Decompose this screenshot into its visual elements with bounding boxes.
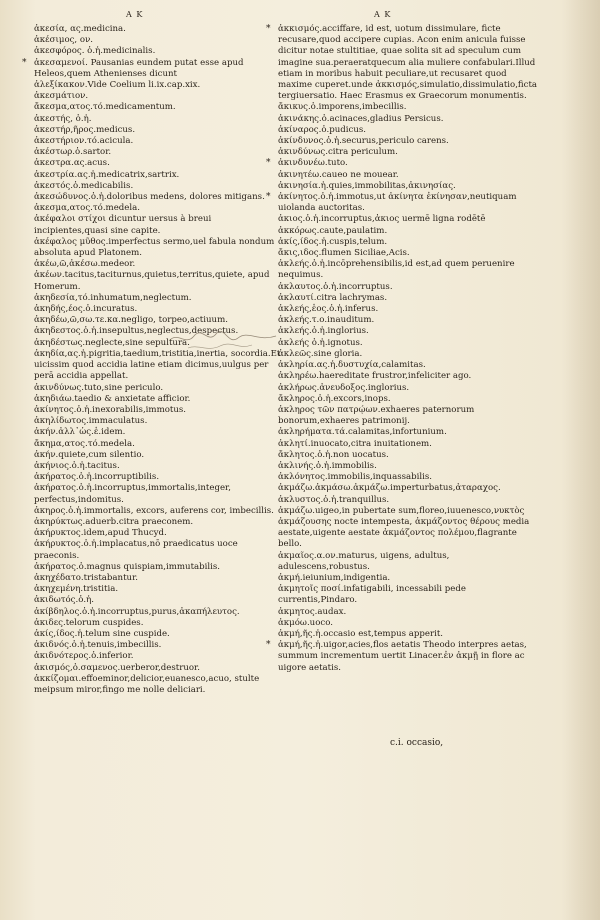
- dictionary-entry: [278, 472, 540, 483]
- entry-text: ἀκηχεμένη.tristitia.: [34, 584, 119, 595]
- dictionary-entry: [34, 293, 284, 304]
- dictionary-entry: [266, 192, 540, 214]
- entry-text: ἀκέων.tacitus,taciturnus,quietus,territus,quiete, apud Homerum.: [34, 270, 270, 292]
- entry-text: ἀκινάκης.ὁ.acinaces,gladius Persicus.: [278, 113, 444, 124]
- entry-text: ἀκεστήριον.τό.acicula.: [34, 136, 134, 147]
- entry-text: ἀκήρυκτος.idem,apud Thucyd.: [34, 528, 167, 539]
- entry-text: ἀκέστωρ.ὁ.sartor.: [34, 147, 112, 158]
- entry-text: ἀκλεής.ὁ.ἡ.inglorius.: [278, 326, 369, 337]
- dictionary-entry: [34, 114, 284, 125]
- dictionary-entry: [278, 427, 540, 438]
- entry-text: ἀκιδνός.ὁ.ἡ.tenuis,imbecillis.: [34, 640, 162, 651]
- entry-text: ἀκίναρος.ὁ.pudicus.: [278, 124, 367, 135]
- dictionary-entry: [34, 203, 284, 214]
- asterisk-marker: *: [266, 158, 271, 169]
- entry-text: ἄκλητος.ὁ.ἡ.non uocatus.: [278, 449, 389, 460]
- dictionary-entry: [34, 562, 284, 573]
- dictionary-entry: [34, 651, 284, 662]
- entry-text: ἀκινδυνέω.tuto.: [278, 158, 348, 169]
- dictionary-entry: [34, 237, 284, 259]
- asterisk-marker: *: [266, 640, 271, 651]
- dictionary-entry: [278, 315, 540, 326]
- entry-text: ἀκινητέω.caueo ne mouear.: [278, 169, 399, 180]
- entry-text: ἀκλαυτί.citra lachrymas.: [278, 292, 388, 303]
- entry-text: ἀκέφαλοι στίχοι dicuntur uersus à breui incipientes,quasi sine capite.: [34, 214, 212, 236]
- entry-text: ἀκηδεσία,τό.inhumatum,neglectum.: [34, 292, 192, 303]
- dictionary-entry: [278, 282, 540, 293]
- entry-text: ἀκμητοῖς ποσί.infatigabili, incessabili pede currentis,Pindaro.: [278, 584, 466, 606]
- entry-text: ἀκληρήματα.τά.calamitas,infortunium.: [278, 427, 447, 438]
- entry-text: ἀκίνητος.ὁ.ἡ.immotus,ut ἀκίνητα ἐκίνησαν,neutiquam uiolanda auctoritas.: [278, 192, 517, 214]
- entry-text: ἀκλήρως.ἀνευδοξος.inglorius.: [278, 382, 410, 393]
- entry-text: ἄκημα,ατος.τό.medela.: [34, 438, 135, 449]
- entry-text: ἀκηδία,ας.ἡ.pigritia,taedium,tristitia,inertia, socordia.Et uicissim quod accidia latine etiam dicimus,uulgus per perā accidia appellat.: [34, 348, 281, 382]
- entry-text: ἀκμή,ῆς.ἡ.uigor,acies,flos aetatis Theodo interpres aetas, summum incrementum uertit Linacer.ἐν ἀκμῇ in flore ac uigore aetatis.: [278, 640, 527, 673]
- catchword: c.i. occasio,: [390, 738, 444, 748]
- dictionary-entry: [278, 136, 540, 147]
- dictionary-entry: [278, 170, 540, 181]
- dictionary-entry: [34, 147, 284, 158]
- handwritten-annotation: [168, 326, 278, 356]
- dictionary-entry: [278, 349, 540, 360]
- dictionary-entry: [34, 383, 284, 394]
- dictionary-entry: [34, 427, 284, 438]
- entry-text: ἀκηδέστως.neglecte,sine sepultura.: [34, 337, 190, 348]
- entry-text: ἀκμόω.uoco.: [278, 617, 333, 628]
- entry-text: ἀκλόνητος.immobilis,inquassabilis.: [278, 472, 433, 483]
- entry-text: ἀκήρυκτος.ὁ.ἡ.implacatus,nō praedicatus uoce praeconis.: [34, 539, 238, 561]
- dictionary-entry: [278, 226, 540, 237]
- entry-text: ἀκήν.quiete,cum silentio.: [34, 449, 145, 460]
- dictionary-entry: [34, 461, 284, 472]
- dictionary-entry: [278, 495, 540, 506]
- entry-text: ἀκήρατος.ὁ.ἡ.incorruptus,immortalis,integer, perfectus,indomitus.: [34, 483, 231, 505]
- dictionary-entry: [34, 91, 284, 102]
- dictionary-entry: [266, 158, 540, 169]
- entry-text: ἀκηλίδωτος.immaculatus.: [34, 416, 148, 427]
- entry-text: ἀκμάζω.ἀκμάσω.ἀκμάζω.imperturbatus,ἀταραχος.: [278, 483, 501, 494]
- entry-text: ἀκηδής,έος.ὁ.incuratus.: [34, 304, 138, 315]
- entry-text: ἀκμή.ieiunium,indigentia.: [278, 572, 391, 583]
- dictionary-entry: [278, 304, 540, 315]
- entry-text: ἀκμαῖος.α.ον.maturus, uigens, adultus, adulescens,robustus.: [278, 550, 450, 572]
- left-column: [22, 24, 284, 696]
- entry-text: ἀκίς,ίδος.ἡ.cuspis,telum.: [278, 236, 388, 247]
- dictionary-entry: [278, 618, 540, 629]
- dictionary-entry: [22, 57, 284, 80]
- dictionary-entry: [278, 450, 540, 461]
- entry-text: ἀκληρία.ας.ἡ.δυστυχία,calamitas.: [278, 360, 426, 371]
- entry-text: ἀκεστήρ,ῆρος.medicus.: [34, 124, 136, 135]
- dictionary-entry: [34, 450, 284, 461]
- dictionary-entry: [278, 584, 540, 606]
- entry-text: ἄκις,ιδος.flumen Siciliae,Acis.: [278, 248, 410, 259]
- dictionary-entry: [278, 551, 540, 573]
- entry-text: ἀκινδύνως.citra periculum.: [278, 147, 398, 158]
- entry-text: ἀκισμός,ὁ.σαμενος.uerberor,destruor.: [34, 662, 200, 673]
- dictionary-entry: [34, 259, 284, 270]
- entry-text: ἀκηρος.ὁ.ἡ.immortalis, excors, auferens cor, imbecillis.: [34, 505, 274, 516]
- entry-text: ἀκεσμα,ατος.τό.medela.: [34, 203, 140, 214]
- entry-text: ἀκηδέω,ῶ,σω.τε.κα.negligo, torpeo,actiuum.: [34, 315, 228, 326]
- right-column: [266, 24, 540, 674]
- dictionary-entry: [34, 394, 284, 405]
- dictionary-entry: [34, 618, 284, 629]
- entry-text: ἀκέφαλος μῦθος.imperfectus sermo,uel fabula nondum absoluta apud Platonem.: [34, 236, 275, 259]
- dictionary-entry: [34, 483, 284, 505]
- dictionary-entry: [34, 158, 284, 169]
- entry-text: ἀκεσαμενοί. Pausanias eundem putat esse apud Heleos,quem Athenienses dicunt: [34, 57, 244, 79]
- entry-text: ἀκίνδυνος.ὁ.ἡ.securus,periculo carens.: [278, 136, 449, 147]
- entry-text: ἄκεσμα,ατος.τό.medicamentum.: [34, 102, 176, 113]
- entry-text: ἀκκίζομαι.effoeminor,delicior,euanesco,acuo, stulte meipsum miror,fingo me nolle deliciari.: [34, 673, 260, 695]
- entry-text: ἀκηρύκτως.aduerb.citra praeconem.: [34, 516, 194, 527]
- running-head-left: A K: [126, 10, 144, 19]
- dictionary-entry: [278, 607, 540, 618]
- asterisk-marker: *: [266, 24, 271, 34]
- entry-text: ἀλεξίκακον.Vide Coelium li.ix.cap.xix.: [34, 80, 201, 91]
- dictionary-entry: [278, 629, 540, 640]
- entry-text: ἀκεστρα.ας.acus.: [34, 158, 110, 169]
- dictionary-entry: [278, 383, 540, 394]
- dictionary-entry: [34, 539, 284, 561]
- entry-text: ἀκιδνότερος.ὁ.inferior.: [34, 651, 134, 662]
- entry-text: ἀκιδωτός.ὁ.ἡ.: [34, 595, 94, 606]
- dictionary-entry: [278, 394, 540, 405]
- entry-text: ἀκλυστος.ὁ.ἡ.tranquillus.: [278, 494, 390, 505]
- dictionary-entry: [34, 304, 284, 315]
- dictionary-entry: [34, 584, 284, 595]
- dictionary-entry: [34, 663, 284, 674]
- entry-text: ἀκλητί.inuocato,citra inuitationem.: [278, 438, 432, 449]
- entry-text: ἀκήρατος.ὁ.magnus quispiam,immutabilis.: [34, 561, 221, 572]
- dictionary-entry: [34, 607, 284, 618]
- dictionary-entry: [34, 181, 284, 192]
- dictionary-entry: [34, 214, 284, 236]
- page-edge-shadow: [560, 0, 600, 920]
- entry-text: ἀκλινής.ὁ.ἡ.immobilis.: [278, 460, 377, 471]
- dictionary-entry: [278, 248, 540, 259]
- dictionary-entry: [278, 237, 540, 248]
- entry-text: ἀκεστής, ὁ.ἡ.: [34, 113, 92, 124]
- dictionary-entry: [34, 674, 284, 696]
- dictionary-entry: [34, 125, 284, 136]
- running-head: [0, 10, 600, 24]
- dictionary-entry: [34, 629, 284, 640]
- entry-text: ἀκεστός.ὁ.medicabilis.: [34, 180, 134, 191]
- entry-text: ἀκέσιμος, ον.: [34, 35, 94, 46]
- dictionary-entry: [278, 483, 540, 494]
- entry-text: ἀκιος.ὁ.ἡ.incorruptus,ἀκιος uermē ligna rodētē: [278, 214, 486, 225]
- dictionary-entry: [278, 147, 540, 158]
- entry-text: ἀκηχέδατο.tristabantur.: [34, 572, 138, 583]
- dictionary-entry: [34, 46, 284, 57]
- entry-text: ἀκμητος.audax.: [278, 606, 347, 617]
- entry-text: ἄκικυς.ὁ.imporens,imbecillis.: [278, 102, 407, 113]
- dictionary-entry: [278, 214, 540, 225]
- entry-text: ἀκήν.ἀλλ᾽ὡς.ἑ.idem.: [34, 427, 126, 438]
- dictionary-entry: [266, 640, 540, 674]
- entry-text: ἀκλεής.ὁ.ἡ.incōprehensibilis,id est,ad quem peruenire nequimus.: [278, 259, 515, 281]
- entry-text: ἀκκόρως.caute,paulatim.: [278, 225, 388, 236]
- entry-text: ἀκληρος τῶν πατρῴων.exhaeres paternorum bonorum,exhaeres patrimonij.: [278, 404, 475, 427]
- dictionary-entry: [34, 528, 284, 539]
- dictionary-entry: [278, 181, 540, 192]
- dictionary-entry: [278, 102, 540, 113]
- dictionary-entry: [34, 416, 284, 427]
- asterisk-marker: *: [266, 192, 271, 203]
- entry-text: ἀκεσφόρος. ὁ.ἡ.medicinalis.: [34, 46, 156, 57]
- dictionary-entry: [34, 315, 284, 326]
- dictionary-entry: [266, 24, 540, 102]
- entry-text: ἀκιδες.telorum cuspides.: [34, 617, 144, 628]
- entry-text: ἀκέω,ῶ,ἀκέσω.medeor.: [34, 259, 136, 270]
- entry-text: ἀκεσία, ας.medicina.: [34, 24, 126, 34]
- running-head-right: A K: [374, 10, 392, 19]
- dictionary-entry: [34, 506, 284, 517]
- entry-text: ἀκίνητος.ὁ.ἡ.inexorabilis,immotus.: [34, 404, 187, 415]
- entry-text: ἀκίβδηλος.ὁ.ἡ.incorruptus,purus,ἀκαπήλευτος.: [34, 606, 240, 617]
- dictionary-entry: [34, 35, 284, 46]
- dictionary-entry: [278, 506, 540, 551]
- entry-text: ἀκλεῶς.sine gloria.: [278, 348, 363, 359]
- dictionary-entry: [278, 405, 540, 427]
- dictionary-entry: [278, 360, 540, 371]
- entry-text: ἀκλεής.τ.ο.inauditum.: [278, 315, 375, 326]
- entry-text: ἀκληρέω.haereditate frustror,infeliciter ago.: [278, 371, 472, 382]
- entry-text: ἀκκισμός.acciffare, id est, uotum dissimulare, ficte recusare,quod accipere cupias. Acon enim anicula fuisse dicitur notae stultitiae, quae solita sit ad speculum cum imagine sua.peraeratquecum alia muliere confabulari.Illud etiam in moribus habuit peculiare,ut recusaret quod maxime cuperet.unde ἀκκισμός,simulatio,dissimulatio,ficta tergiuersatio. Haec Erasmus ex Graecorum monumentis.: [278, 24, 538, 102]
- entry-text: ἀκεσμάτιον.: [34, 91, 89, 102]
- entry-text: ἀκμάζω.uigeo,in pubertate sum,floreo,iuuenesco,νυκτὸς ἀκμάζουσης nocte intempesta, ἀκμάζοντος θέρους media aestate,uigente aestate ἀκμάζοντος πολέμου,flagrante bello.: [278, 505, 530, 550]
- dictionary-entry: [278, 259, 540, 281]
- dictionary-entry: [278, 293, 540, 304]
- entry-text: ἀκλεής ὁ.ἡ.ignotus.: [278, 337, 363, 348]
- entry-text: ἀκηδεστος.ὁ.ἡ.insepultus,neglectus,despectus.: [34, 326, 239, 337]
- entry-text: ἀκίς,ίδος.ἡ.telum sine cuspide.: [34, 628, 170, 639]
- entry-text: ἀκεστρία.ας.ἡ.medicatrix,sartrix.: [34, 169, 180, 180]
- dictionary-entry: [278, 439, 540, 450]
- dictionary-entry: [34, 24, 284, 35]
- dictionary-entry: [34, 640, 284, 651]
- entry-text: ἀκινησία.ἡ.quies,immobilitas,ἀκινησίας.: [278, 180, 456, 191]
- entry-text: ἀκμή,ῆς.ἡ.occasio est,tempus apperit.: [278, 628, 444, 639]
- asterisk-marker: *: [22, 57, 27, 68]
- dictionary-entry: [34, 102, 284, 113]
- dictionary-entry: [278, 461, 540, 472]
- dictionary-entry: [34, 472, 284, 483]
- entry-text: ἀκεσώδυνος.ὁ.ἡ.doloribus medens, dolores mitigans.: [34, 192, 265, 203]
- entry-text: ἀκινδύνως.tuto,sine periculo.: [34, 382, 164, 393]
- dictionary-entry: [34, 573, 284, 584]
- entry-text: ἀκηδιάω.taedio & anxietate afficior.: [34, 393, 191, 404]
- dictionary-entry: [278, 125, 540, 136]
- dictionary-entry: [34, 136, 284, 147]
- dictionary-entry: [278, 573, 540, 584]
- dictionary-entry: [34, 80, 284, 91]
- dictionary-entry: [34, 170, 284, 181]
- entry-text: ἀκήνιος.ὁ.ἡ.tacitus.: [34, 460, 120, 471]
- dictionary-entry: [34, 517, 284, 528]
- dictionary-entry: [34, 405, 284, 416]
- dictionary-entry: [278, 371, 540, 382]
- dictionary-entry: [278, 114, 540, 125]
- dictionary-entry: [34, 439, 284, 450]
- dictionary-entry: [34, 595, 284, 606]
- entry-text: ἀκήρατος.ὁ.ἡ.incorruptibilis.: [34, 472, 160, 483]
- dictionary-entry: [278, 338, 540, 349]
- entry-text: ἀκλαυτος.ὁ.ἡ.incorruptus.: [278, 281, 393, 292]
- dictionary-entry: [34, 192, 284, 203]
- entry-text: ἄκληρος.ὁ.ἡ.excors,inops.: [278, 393, 391, 404]
- dictionary-entry: [34, 270, 284, 292]
- dictionary-entry: [278, 326, 540, 337]
- entry-text: ἀκλεής,ἑος.ὁ.ἡ.inferus.: [278, 304, 379, 315]
